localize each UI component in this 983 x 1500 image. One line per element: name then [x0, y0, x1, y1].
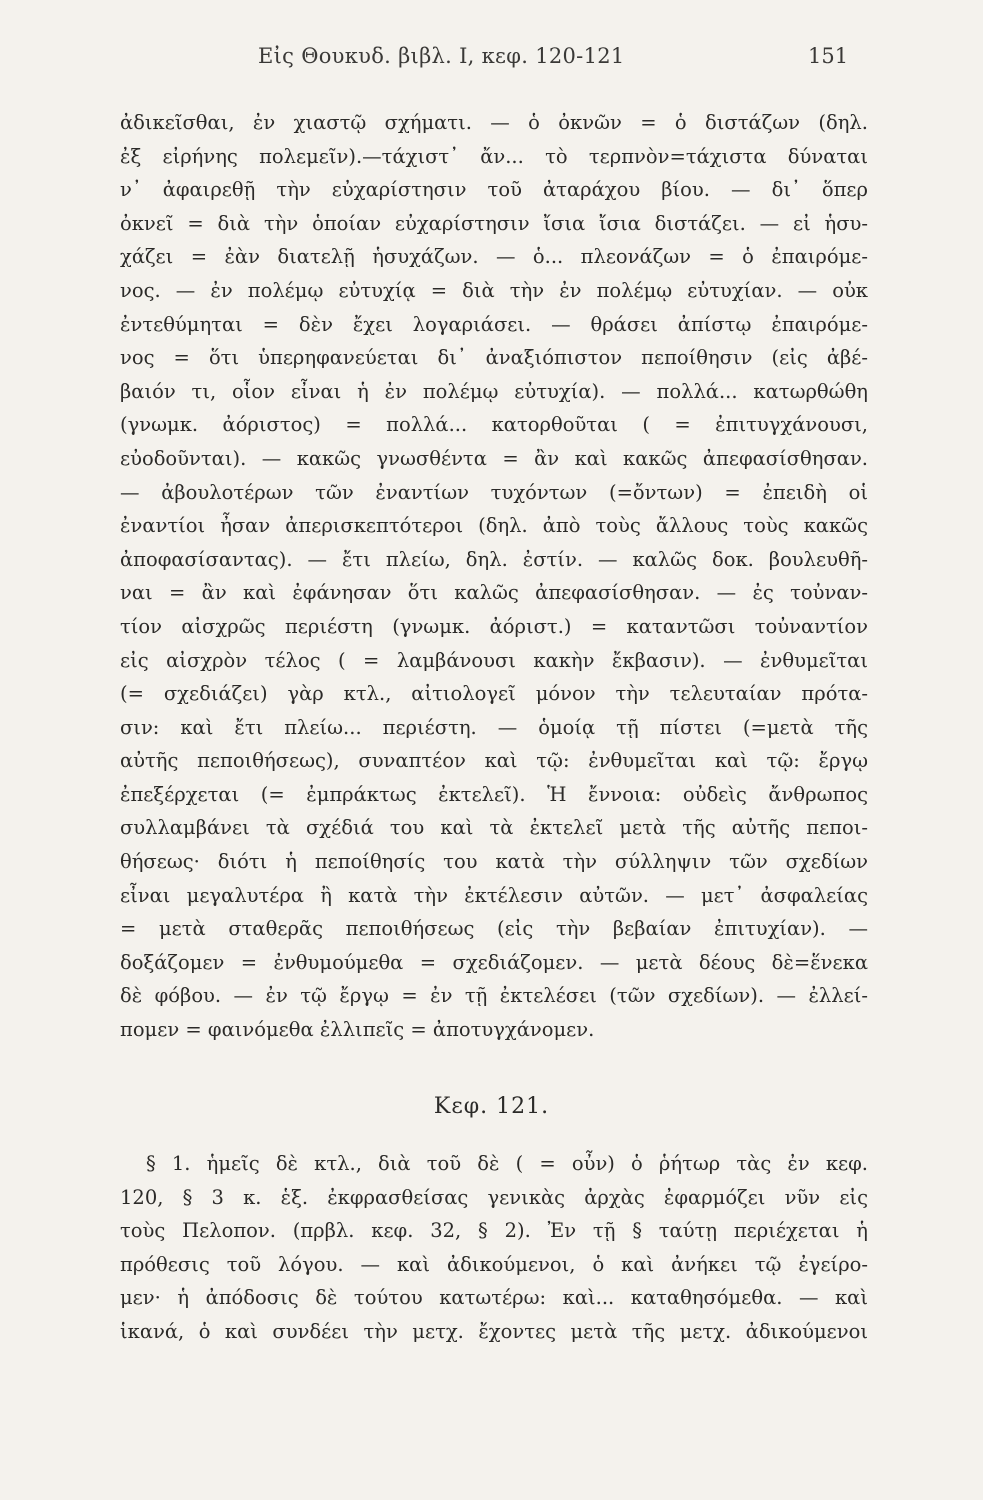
- text-line: πρόθεσις τοῦ λόγου. — καὶ ἀδικούμενοι, ὁ καὶ ἀνήκει τῷ ἐγείρο-: [120, 1252, 868, 1276]
- text-line: ἐναντίοι ἦσαν ἀπερισκεπτότεροι (δηλ. ἀπὸ τοὺς ἄλλους τοὺς κακῶς: [120, 514, 868, 538]
- chapter-heading: Κεφ. 121.: [433, 1094, 550, 1119]
- running-title: Εἰς Θουκυδ. βιβλ. I, κεφ. 120-121: [258, 44, 625, 68]
- text-line: πομεν = φαινόμεθα ἐλλιπεῖς = ἀποτυγχάνομεν.: [120, 1018, 595, 1042]
- text-line: αὐτῆς πεποιθήσεως), συναπτέον καὶ τῷ: ἐνθυμεῖται καὶ τῷ: ἔργῳ: [120, 749, 868, 773]
- text-line: χάζει = ἐὰν διατελῇ ἡσυχάζων. — ὁ... πλεονάζων = ὁ ἐπαιρόμε-: [120, 245, 868, 269]
- text-line: εἰς αἰσχρὸν τέλος ( = λαμβάνουσι κακὴν ἔκβασιν). — ἐνθυμεῖται: [120, 648, 868, 672]
- text-line: = μετὰ σταθερᾶς πεποιθήσεως (εἰς τὴν βεβαίαν ἐπιτυχίαν). —: [120, 917, 868, 941]
- chapter-text: [120, 1147, 868, 1349]
- text-line: νος. — ἐν πολέμῳ εὐτυχίᾳ = διὰ τὴν ἐν πολέμῳ εὐτυχίαν. — οὐκ: [120, 278, 868, 302]
- text-line: τοὺς Πελοπον. (πρβλ. κεφ. 32, § 2). Ἐν τῇ § ταύτῃ περιέχεται ἡ: [120, 1219, 868, 1243]
- text-line: (= σχεδιάζει) γὰρ κτλ., αἰτιολογεῖ μόνον τὴν τελευταίαν πρότα-: [120, 682, 868, 706]
- text-line: ἐξ εἰρήνης πολεμεῖν).—τάχιστ᾽ ἄν... τὸ τερπνὸν=τάχιστα δύναται: [120, 144, 868, 168]
- text-line: μεν· ἡ ἀπόδοσις δὲ τούτου κατωτέρω: καὶ... καταθησόμεθα. — καὶ: [120, 1286, 868, 1310]
- text-line: νος = ὅτι ὑπερηφανεύεται δι᾽ ἀναξιόπιστον πεποίθησιν (εἰς ἀβέ-: [120, 346, 868, 370]
- text-line: ν᾽ ἀφαιρεθῇ τὴν εὐχαρίστησιν τοῦ ἀταράχου βίου. — δι᾽ ὅπερ: [120, 178, 868, 202]
- text-line: βαιόν τι, οἷον εἶναι ἡ ἐν πολέμῳ εὐτυχία). — πολλά... κατωρθώθη: [120, 379, 868, 403]
- text-line: § 1. ἡμεῖς δὲ κτλ., διὰ τοῦ δὲ ( = οὖν) ὁ ῥήτωρ τὰς ἐν κεφ.: [146, 1152, 868, 1175]
- page-number: 151: [808, 44, 849, 68]
- text-line: δὲ φόβου. — ἐν τῷ ἔργῳ = ἐν τῇ ἐκτελέσει (τῶν σχεδίων). — ἐλλεί-: [120, 984, 868, 1008]
- text-line: δοξάζομεν = ἐνθυμούμεθα = σχεδιάζομεν. — μετὰ δέους δὲ=ἕνεκα: [120, 950, 868, 974]
- text-line: εἶναι μεγαλυτέρα ἢ κατὰ τὴν ἐκτέλεσιν αὐτῶν. — μετ᾽ ἀσφαλείας: [120, 883, 868, 907]
- text-line: σιν: καὶ ἔτι πλείω... περιέστη. — ὁμοίᾳ τῇ πίστει (=μετὰ τῆς: [120, 715, 868, 739]
- text-line: ναι = ἂν καὶ ἐφάνησαν ὅτι καλῶς ἀπεφασίσθησαν. — ἐς τοὐναν-: [120, 581, 868, 605]
- text-line: θήσεως· διότι ἡ πεποίθησίς του κατὰ τὴν σύλληψιν τῶν σχεδίων: [120, 850, 868, 874]
- text-line: — ἀβουλοτέρων τῶν ἐναντίων τυχόντων (=ὄντων) = ἐπειδὴ οἱ: [120, 480, 868, 504]
- text-line: ἐντεθύμηται = δὲν ἔχει λογαριάσει. — θράσει ἀπίστῳ ἐπαιρόμε-: [120, 312, 868, 336]
- text-line: εὐοδοῦνται). — κακῶς γνωσθέντα = ἂν καὶ κακῶς ἀπεφασίσθησαν.: [120, 446, 868, 470]
- text-line: ἀδικεῖσθαι, ἐν χιαστῷ σχήματι. — ὁ ὀκνῶν = ὁ διστάζων (δηλ.: [120, 111, 868, 134]
- text-line: ἐπεξέρχεται (= ἐμπράκτως ἐκτελεῖ). Ἡ ἔννοια: οὐδεὶς ἄνθρωπος: [120, 782, 868, 806]
- text-line: ἀποφασίσαντας). — ἔτι πλείω, δηλ. ἐστίν. — καλῶς δοκ. βουλευθῆ-: [120, 547, 868, 571]
- text-line: συλλαμβάνει τὰ σχέδιά του καὶ τὰ ἐκτελεῖ μετὰ τῆς αὐτῆς πεποι-: [120, 816, 868, 840]
- text-line: ἱκανά, ὁ καὶ συνδέει τὴν μετχ. ἔχοντες μετὰ τῆς μετχ. ἀδικούμενοι: [120, 1319, 868, 1343]
- commentary-text: [120, 106, 868, 1047]
- text-line: ὀκνεῖ = διὰ τὴν ὁποίαν εὐχαρίστησιν ἴσια ἴσια διστάζει. — εἰ ἡσυ-: [120, 211, 868, 235]
- text-line: τίον αἰσχρῶς περιέστη (γνωμκ. ἀόριστ.) = καταντῶσι τοὐναντίον: [120, 614, 868, 638]
- text-line: (γνωμκ. ἀόριστος) = πολλά... κατορθοῦται ( = ἐπιτυγχάνουσι,: [120, 413, 868, 437]
- text-line: 120, § 3 κ. ἑξ. ἐκφρασθείσας γενικὰς ἀρχὰς ἐφαρμόζει νῦν εἰς: [120, 1185, 868, 1209]
